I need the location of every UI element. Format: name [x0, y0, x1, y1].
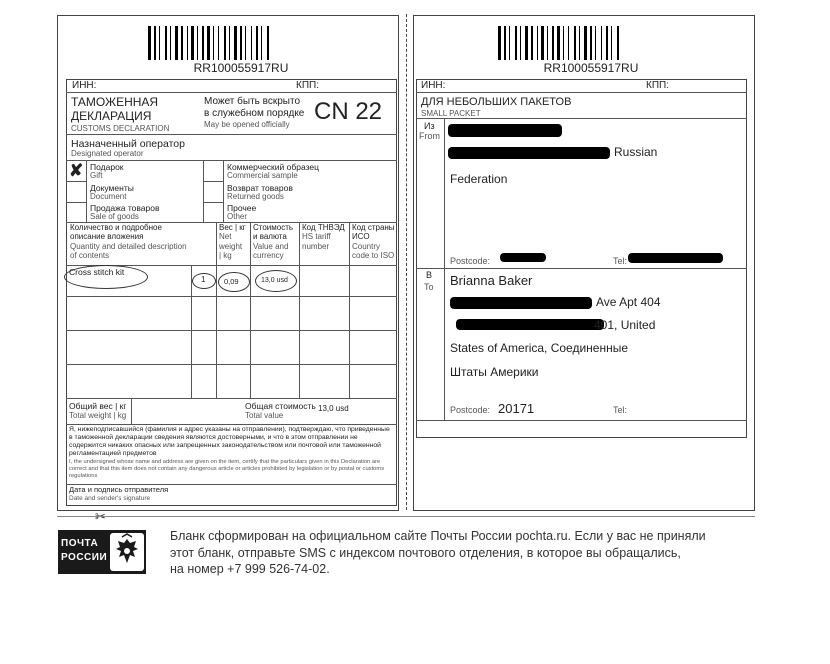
barcode-bar [218, 26, 219, 60]
barcode-bar [563, 26, 564, 60]
inn-label-right: ИНН: [421, 80, 446, 91]
barcode-bar [148, 26, 151, 60]
barcode-bar [207, 26, 210, 60]
th-weight-en-1: Net [219, 232, 232, 241]
total-weight-label: Общий вес | кг [69, 401, 127, 411]
barcode-bar [181, 26, 183, 60]
barcode-bar [191, 26, 194, 60]
barcode-bar [515, 26, 517, 60]
from-country-line2: Federation [450, 172, 508, 186]
barcode-bar [165, 26, 167, 60]
total-value-label: Общая стоимость [245, 401, 316, 411]
to-tel-label: Tel: [613, 405, 628, 415]
logo-text-1: ПОЧТА [61, 538, 99, 549]
barcode-bar [498, 26, 501, 60]
recipient-street-redacted [450, 297, 592, 309]
barcode-bar [531, 26, 533, 60]
th-desc-en-1: Quantity and detailed description [70, 242, 187, 251]
barcode-bar [537, 26, 538, 60]
date-signature-label: Дата и подпись отправителя [69, 485, 169, 494]
barcode-bar [541, 26, 544, 60]
sender-address-redacted [448, 147, 610, 159]
category-returned-en: Returned goods [227, 192, 284, 201]
th-weight-en-3: | kg [219, 251, 232, 260]
barcode-bar [509, 26, 510, 60]
kpp-label-right: КПП: [646, 80, 669, 91]
barcode-bar [568, 26, 569, 60]
form-code: CN 22 [314, 98, 383, 125]
footer-line-2: этот бланк, отправьте SMS с индексом почтового отделения, в которое вы обращались, [170, 546, 681, 560]
to-label-en: To [424, 282, 434, 292]
item-qty: 1 [201, 275, 206, 284]
barcode-bar [187, 26, 188, 60]
inn-label-left: ИНН: [72, 80, 97, 91]
item-description: Cross stitch kit [69, 267, 125, 277]
category-commercial-en: Commercial sample [227, 171, 298, 180]
gift-checkmark[interactable]: ✘ [69, 161, 84, 180]
th-value-ru-1: Стоимость [253, 223, 294, 232]
barcode-bar [159, 26, 160, 60]
tracking-number-left: RR100055917RU [193, 61, 289, 75]
recipient-city-tail: 401, United [594, 318, 656, 332]
barcode-bar [584, 26, 587, 60]
barcode-bar [595, 26, 596, 60]
category-document: Документы [90, 183, 134, 193]
date-signature-label-en: Date and sender's signature [69, 495, 151, 502]
barcode-bar [504, 26, 506, 60]
operator-label-en: Designated operator [71, 149, 144, 158]
th-desc-en-2: of contents [70, 251, 110, 260]
total-value-label-en: Total value [245, 411, 284, 420]
barcode-bar [170, 26, 171, 60]
barcode-bar [261, 26, 262, 60]
declaration-text-ru: Я, нижеподписавшийся (фамилия и адрес указаны на отправлении), подтверждаю, что приведенные в таможенной декларации сведения являются достоверными, и что в этом отправлении не содержится никаких опасных или запрещенных законодательством или почтовой или таможенной регламентацией предметов [69, 426, 390, 457]
th-weight-en-2: weight [219, 242, 243, 251]
to-label: В [426, 270, 433, 280]
th-country-en-1: Country [352, 242, 381, 251]
recipient-country-1: States of America, Соединенные [450, 341, 629, 355]
barcode-bar [213, 26, 214, 60]
barcode-bar [557, 26, 560, 60]
th-country-ru-1: Код страны [352, 223, 395, 232]
barcode-bar [267, 26, 269, 60]
barcode-bar [552, 26, 554, 60]
footer-line-1: Бланк сформирован на официальном сайте Почты России pochta.ru. Если у вас не приняли [170, 529, 706, 543]
logo-text-2: РОССИИ [61, 552, 108, 563]
category-commercial: Коммерческий образец [227, 162, 319, 172]
th-desc-ru-1: Количество и подробное [70, 223, 162, 232]
th-value-en-2: currency [253, 251, 284, 260]
barcode-bar [234, 26, 237, 60]
from-tel-label: Tel: [613, 256, 628, 266]
pochta-logo [58, 530, 146, 574]
recipient-name: Brianna Baker [450, 273, 533, 288]
eagle-emblem-icon [110, 533, 144, 571]
open-note-1: Может быть вскрыто [204, 96, 301, 107]
barcode-bar [525, 26, 528, 60]
barcode-bar [606, 26, 608, 60]
th-weight-ru: Вес | кг [219, 223, 246, 232]
category-other-en: Other [227, 212, 248, 221]
barcode-bar [617, 26, 619, 60]
sender-name-redacted [448, 124, 562, 137]
small-packet-title-en: SMALL PACKET [421, 109, 481, 118]
scissors-icon: ✂ [95, 509, 106, 524]
declaration-text-en: I, the undersigned whose name and address are given on the item, certify that the particulars given in this Declaration are correct and that this item does not contain any dangerous article or articles prohibited by legislation or by postal or customs regulations [69, 459, 385, 479]
item-value: 13,0 usd [261, 277, 288, 284]
operator-label: Назначенный оператор [71, 138, 185, 150]
recipient-street-tail: Ave Apt 404 [596, 295, 661, 309]
barcode-bar [154, 26, 156, 60]
th-country-ru-2: ИСО [352, 232, 370, 241]
to-postcode: 20171 [498, 401, 535, 416]
kpp-label-left: КПП: [296, 80, 319, 91]
barcode-bar [574, 26, 576, 60]
barcode-bar [611, 26, 612, 60]
barcode-bar [197, 26, 198, 60]
th-hs-en-1: HS tariff [302, 232, 331, 241]
barcode-bar [520, 26, 521, 60]
th-country-en-2: code to ISO [352, 251, 395, 260]
th-desc-ru-2: описание вложения [70, 232, 144, 241]
barcode-right [498, 26, 684, 60]
barcode-bar [256, 26, 258, 60]
open-note-en: May be opened officially [204, 120, 290, 129]
tracking-number-right: RR100055917RU [543, 61, 639, 75]
barcode-bar [240, 26, 242, 60]
th-hs-en-2: number [302, 242, 330, 251]
barcode-bar [547, 26, 548, 60]
recipient-country-2: Штаты Америки [450, 365, 539, 379]
barcode-bar [579, 26, 580, 60]
th-value-ru-2: и валюта [253, 232, 287, 241]
customs-title-2: ДЕКЛАРАЦИЯ [71, 109, 152, 123]
total-value: 13,0 usd [318, 404, 349, 413]
small-packet-title: ДЛЯ НЕБОЛЬШИХ ПАКЕТОВ [421, 96, 572, 108]
to-postcode-label: Postcode: [450, 405, 491, 415]
from-postcode-redacted [500, 253, 546, 262]
barcode-left [148, 26, 334, 60]
barcode-bar [601, 26, 602, 60]
item-weight: 0,09 [224, 277, 239, 286]
category-other: Прочее [227, 203, 257, 213]
barcode-bar [202, 26, 204, 60]
barcode-bar [251, 26, 252, 60]
th-hs-ru: Код ТНВЭД [302, 223, 345, 232]
cut-divider [406, 14, 407, 510]
category-document-en: Document [90, 192, 127, 201]
from-country-tail: Russian [614, 145, 658, 159]
category-sale-en: Sale of goods [90, 212, 139, 221]
barcode-bar [224, 26, 226, 60]
category-returned: Возврат товаров [227, 183, 293, 193]
category-gift: Подарок [90, 162, 124, 172]
barcode-bar [245, 26, 246, 60]
customs-title-en: CUSTOMS DECLARATION [71, 124, 170, 133]
open-note-2: в служебном порядке [204, 108, 305, 119]
th-value-en-1: Value and [253, 242, 289, 251]
barcode-bar [175, 26, 178, 60]
category-sale: Продажа товаров [90, 203, 160, 213]
cut-line [57, 516, 755, 517]
from-tel-redacted [628, 253, 723, 263]
category-gift-en: Gift [90, 171, 103, 180]
footer-line-3: на номер +7 999 526-74-02. [170, 562, 330, 576]
total-weight-label-en: Total weight | kg [69, 411, 127, 420]
from-label-en: From [419, 131, 440, 141]
from-postcode-label: Postcode: [450, 256, 491, 266]
recipient-city-redacted [456, 319, 604, 330]
barcode-bar [229, 26, 230, 60]
customs-title: ТАМОЖЕННАЯ [71, 95, 159, 109]
from-label: Из [424, 121, 435, 131]
barcode-bar [590, 26, 592, 60]
